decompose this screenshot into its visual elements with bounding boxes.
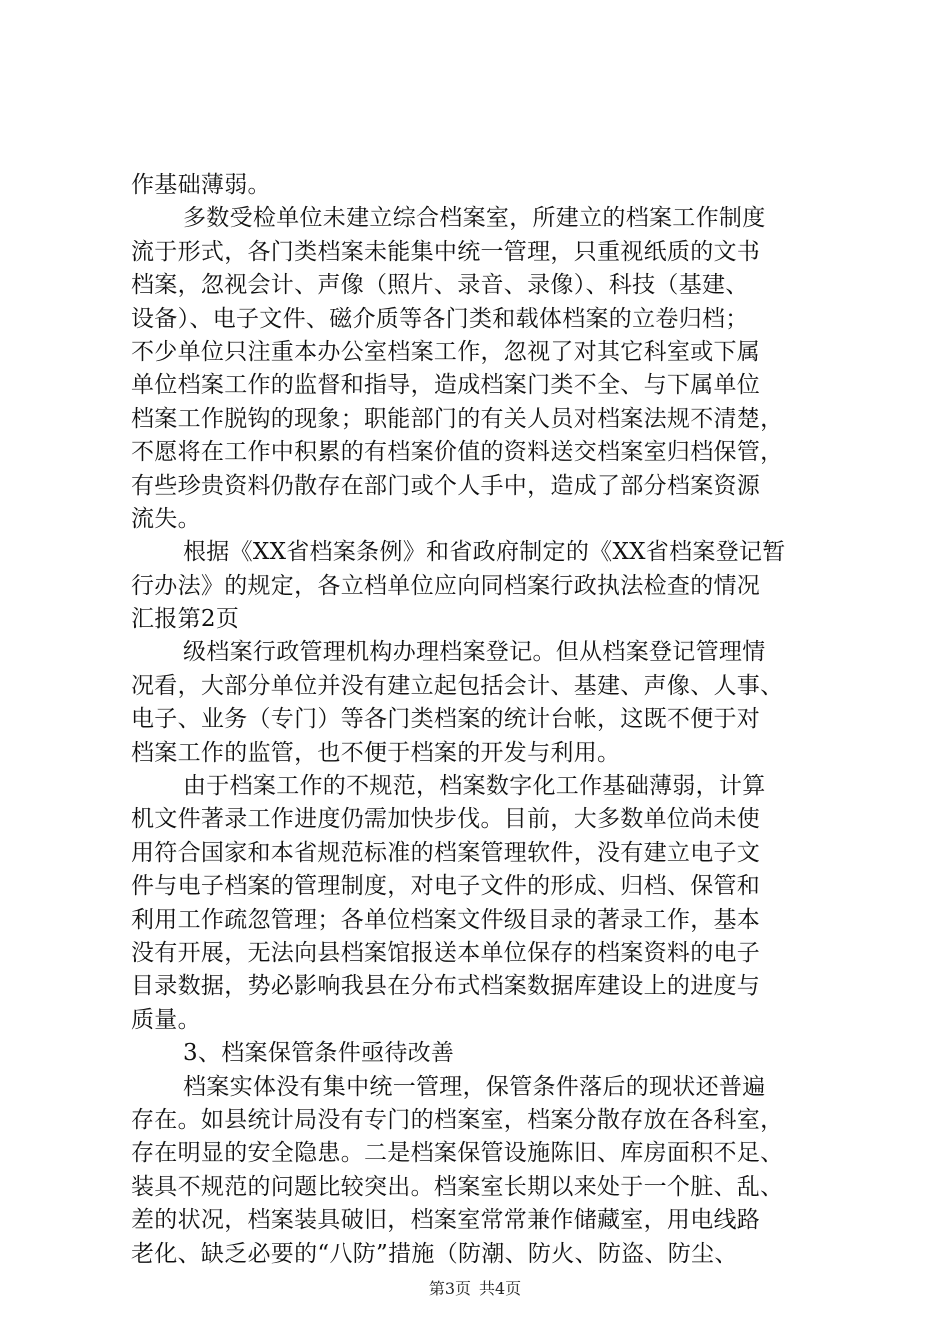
text-line: 质量。 [131, 1006, 201, 1033]
paragraph-line: 档案实体没有集中统一管理，保管条件落后的现状还普遍 [183, 1073, 766, 1100]
text-line: 存在。如县统计局没有专门的档案室，档案分散存放在各科室， [131, 1106, 784, 1133]
text-line: 件与电子档案的管理制度，对电子文件的形成、归档、保管和 [131, 873, 761, 900]
page-footer [0, 1276, 950, 1299]
text-line: 汇报第2页 [131, 606, 240, 633]
paragraph-line: 根据《XX省档案条例》和省政府制定的《XX省档案登记暂 [183, 539, 786, 566]
text-line: 利用工作疏忽管理；各单位档案文件级目录的著录工作，基本 [131, 906, 761, 933]
body-text [131, 169, 836, 1271]
text-line: 装具不规范的问题比较突出。档案室长期以来处于一个脏、乱、 [131, 1173, 784, 1200]
paragraph-line: 由于档案工作的不规范，档案数字化工作基础薄弱，计算 [183, 773, 766, 800]
text-line: 机文件著录工作进度仍需加快步伐。目前，大多数单位尚未使 [131, 806, 761, 833]
text-line: 设备）、电子文件、磁介质等各门类和载体档案的立卷归档； [131, 305, 749, 332]
text-line: 行办法》的规定，各立档单位应向同档案行政执法检查的情况 [131, 572, 761, 599]
text-line: 目录数据，势必影响我县在分布式档案数据库建设上的进度与 [131, 973, 761, 1000]
page-number: 第3页 [428, 1279, 471, 1298]
text-line: 单位档案工作的监督和指导，造成档案门类不全、与下属单位 [131, 372, 761, 399]
text-line: 不少单位只注重本办公室档案工作，忽视了对其它科室或下属 [131, 338, 761, 365]
text-line: 存在明显的安全隐患。二是档案保管设施陈旧、库房面积不足、 [131, 1140, 784, 1167]
text-line: 有些珍贵资料仍散存在部门或个人手中，造成了部分档案资源 [131, 472, 761, 499]
text-line: 流失。 [131, 505, 201, 532]
text-line: 用符合国家和本省规范标准的档案管理软件，没有建立电子文 [131, 839, 761, 866]
text-line: 没有开展，无法向县档案馆报送本单位保存的档案资料的电子 [131, 939, 761, 966]
text-line: 作基础薄弱。 [131, 172, 271, 198]
paragraph-line: 级档案行政管理机构办理档案登记。但从档案登记管理情 [183, 639, 766, 666]
text-line: 档案工作的监管，也不便于档案的开发与利用。 [131, 739, 621, 766]
text-line: 老化、缺乏必要的“八防”措施（防潮、防火、防盗、防尘、 [131, 1240, 738, 1267]
text-line: 况看，大部分单位并没有建立起包括会计、基建、声像、人事、 [131, 672, 784, 699]
page-total: 共4页 [479, 1279, 522, 1298]
section-heading: 3、档案保管条件亟待改善 [183, 1040, 455, 1067]
text-line: 不愿将在工作中积累的有档案价值的资料送交档案室归档保管， [131, 439, 784, 466]
paragraph-line: 多数受检单位未建立综合档案室，所建立的档案工作制度 [183, 205, 766, 232]
text-line: 档案，忽视会计、声像（照片、录音、录像）、科技（基建、 [131, 272, 749, 299]
text-line: 差的状况，档案装具破旧，档案室常常兼作储藏室，用电线路 [131, 1207, 761, 1234]
text-line: 档案工作脱钩的现象；职能部门的有关人员对档案法规不清楚， [131, 405, 784, 432]
text-line: 流于形式，各门类档案未能集中统一管理，只重视纸质的文书 [131, 238, 761, 265]
text-line: 电子、业务（专门）等各门类档案的统计台帐，这既不便于对 [131, 706, 761, 733]
